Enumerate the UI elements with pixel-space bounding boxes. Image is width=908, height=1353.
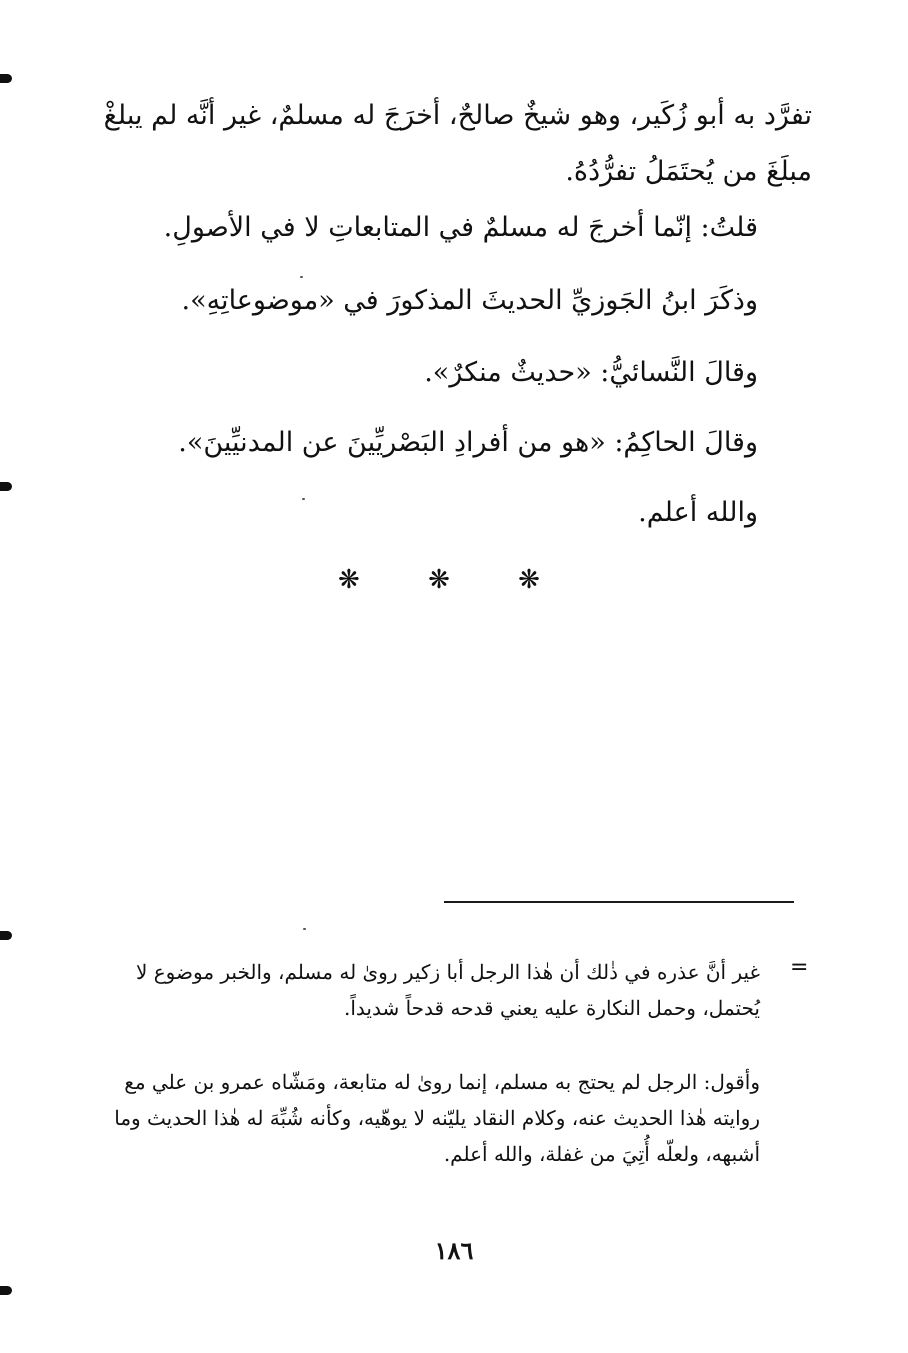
footnote-paragraph-1: غير أنَّ عذره في ذٰلك أن هٰذا الرجل أبا زكير روىٰ له مسلم، والخبر موضوع لا يُحتمل، وحمل النكارة عليه يعني قدحه قدحاً شديداً.	[135, 960, 760, 1020]
scan-edge-mark	[0, 74, 12, 83]
footnote-divider	[444, 901, 794, 903]
scan-edge-mark	[0, 482, 12, 491]
main-paragraph: تفرَّد به أبو زُكَير، وهو شيخٌ صالحٌ، أخرَجَ له مسلمٌ، غير أنَّه لم يبلغْ مبلَغَ من يُحتَمَلُ تفرُّدُهُ.	[103, 100, 812, 187]
footnote-paragraph-2: وأقول: الرجل لم يحتج به مسلم، إنما روىٰ له متابعة، ومَشّاه عمرو بن علي مع روايته هٰذا الحديث عنه، وكلام النقاد يليّنه لا يوهّيه، وكأنه شُبِّهَ له هٰذا الحديث وما أشبهه، ولعلّه أُتِيَ من غفلة، والله أعلم.	[114, 1070, 760, 1166]
main-line-hakim: وقالَ الحاكِمُ: «هو من أفرادِ البَصْريِّينَ عن المدنيِّينَ».	[178, 427, 758, 458]
scan-speck	[302, 498, 305, 500]
page-number: ١٨٦	[434, 1236, 474, 1265]
main-line-nasai: وقالَ النَّسائيُّ: «حديثٌ منكرٌ».	[424, 357, 758, 388]
main-line-allahu-alam: والله أعلم.	[638, 497, 758, 528]
scan-speck	[300, 276, 303, 278]
section-separator: ❋ ❋ ❋	[338, 565, 570, 595]
main-line-ibn-jawzi: وذكَرَ ابنُ الجَوزيِّ الحديثَ المذكورَ في «موضوعاتِهِ».	[181, 285, 758, 316]
scan-edge-mark	[0, 1286, 12, 1295]
main-line-qultu: قلتُ: إنّما أخرجَ له مسلمٌ في المتابعاتِ لا في الأصولِ.	[163, 212, 758, 243]
footnote-continuation-marker: =	[790, 955, 809, 980]
scan-edge-mark	[0, 931, 12, 940]
scan-speck	[303, 928, 306, 930]
